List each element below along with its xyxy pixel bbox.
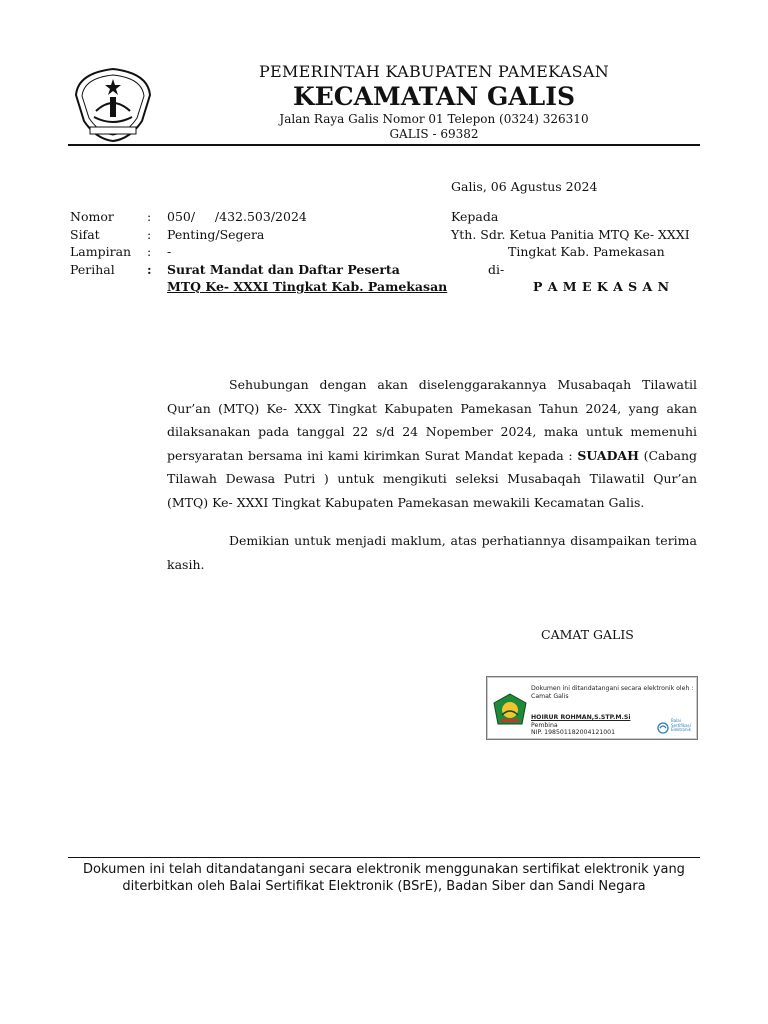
electronic-signature-box <box>486 676 698 740</box>
signer-rank: Pembina <box>531 721 558 729</box>
perihal-value-line1: Surat Mandat dan Daftar Peserta <box>167 262 400 277</box>
body-paragraph-1 <box>167 373 697 514</box>
body-paragraph-1-part-a: Sehubungan dengan akan diselenggarakannya Musabaqah Tilawatil Qur’an (MTQ) Ke- XXX Tingkat Kabupaten Pamekasan Tahun 2024, yang akan dilaksanakan pada tanggal 22 s/d 24 Nopember 2024, maka untuk memenuhi persyaratan bersama ini kami kirimkan Surat Mandat kepada : <box>167 377 697 463</box>
perihal-value-line2: MTQ Ke- XXXI Tingkat Kab. Pamekasan <box>167 279 448 294</box>
sifat-colon: : <box>147 227 152 242</box>
lampiran-label: Lampiran <box>70 244 132 259</box>
perihal-label: Perihal <box>70 262 115 277</box>
letterhead-district: KECAMATAN GALIS <box>292 82 576 111</box>
footer-note <box>68 861 700 895</box>
recipient-tingkat: Tingkat Kab. Pamekasan <box>508 244 665 259</box>
bsre-label: Balai Sertifikasi Elektronik <box>671 718 691 732</box>
nomor-colon: : <box>147 209 152 224</box>
body-paragraph-1-part-b: (Cabang Tilawah Dewasa Putri ) untuk mengikuti seleksi Musabaqah Tilawatil Qur’an (MTQ) Ke- XXXI Tingkat Kabupaten Pamekasan mewakili Kecamatan Galis. <box>167 447 698 510</box>
footer-line-2: diterbitkan oleh Balai Sertifikat Elektronik (BSrE), Badan Siber dan Sandi Negara <box>122 879 646 894</box>
recipient-yth: Yth. Sdr. Ketua Panitia MTQ Ke- XXXI <box>451 227 690 242</box>
letterhead-divider <box>68 144 700 146</box>
signer-name: HOIRUR ROHMAN,S.STP.M.Si <box>531 714 631 721</box>
footer-line-1: Dokumen ini telah ditandatangani secara elektronik menggunakan sertifikat elektronik yang <box>83 862 685 877</box>
footer-divider <box>68 857 700 858</box>
lampiran-value: - <box>167 244 172 259</box>
letterhead-government: PEMERINTAH KABUPATEN PAMEKASAN <box>258 62 610 81</box>
regency-emblem-icon <box>493 693 527 727</box>
body-paragraph-2: Demikian untuk menjadi maklum, atas perhatiannya disampaikan terima kasih. <box>167 533 697 572</box>
recipient-place: P A M E K A S A N <box>533 279 670 294</box>
recipient-di: di- <box>488 262 505 277</box>
recipient-kepada: Kepada <box>451 209 499 224</box>
letter-date: Galis, 06 Agustus 2024 <box>451 179 598 194</box>
lampiran-colon: : <box>147 244 152 259</box>
perihal-colon: : <box>147 262 152 277</box>
sifat-label: Sifat <box>70 227 100 242</box>
nomor-label: Nomor <box>70 209 114 224</box>
signer-nip: NIP. 198501182004121001 <box>531 729 616 736</box>
letterhead-city: GALIS - 69382 <box>389 127 479 141</box>
sifat-value: Penting/Segera <box>167 227 265 242</box>
esign-note: Dokumen ini ditandatangani secara elektronik oleh : Camat Galis <box>531 685 694 700</box>
nomor-value: 050/ /432.503/2024 <box>167 209 307 224</box>
signer-title: CAMAT GALIS <box>541 627 634 642</box>
participant-name: SUADAH <box>577 447 639 463</box>
letterhead-address: Jalan Raya Galis Nomor 01 Telepon (0324) 326310 <box>279 112 589 126</box>
bsre-logo-icon <box>657 719 669 731</box>
esign-details <box>531 714 630 737</box>
